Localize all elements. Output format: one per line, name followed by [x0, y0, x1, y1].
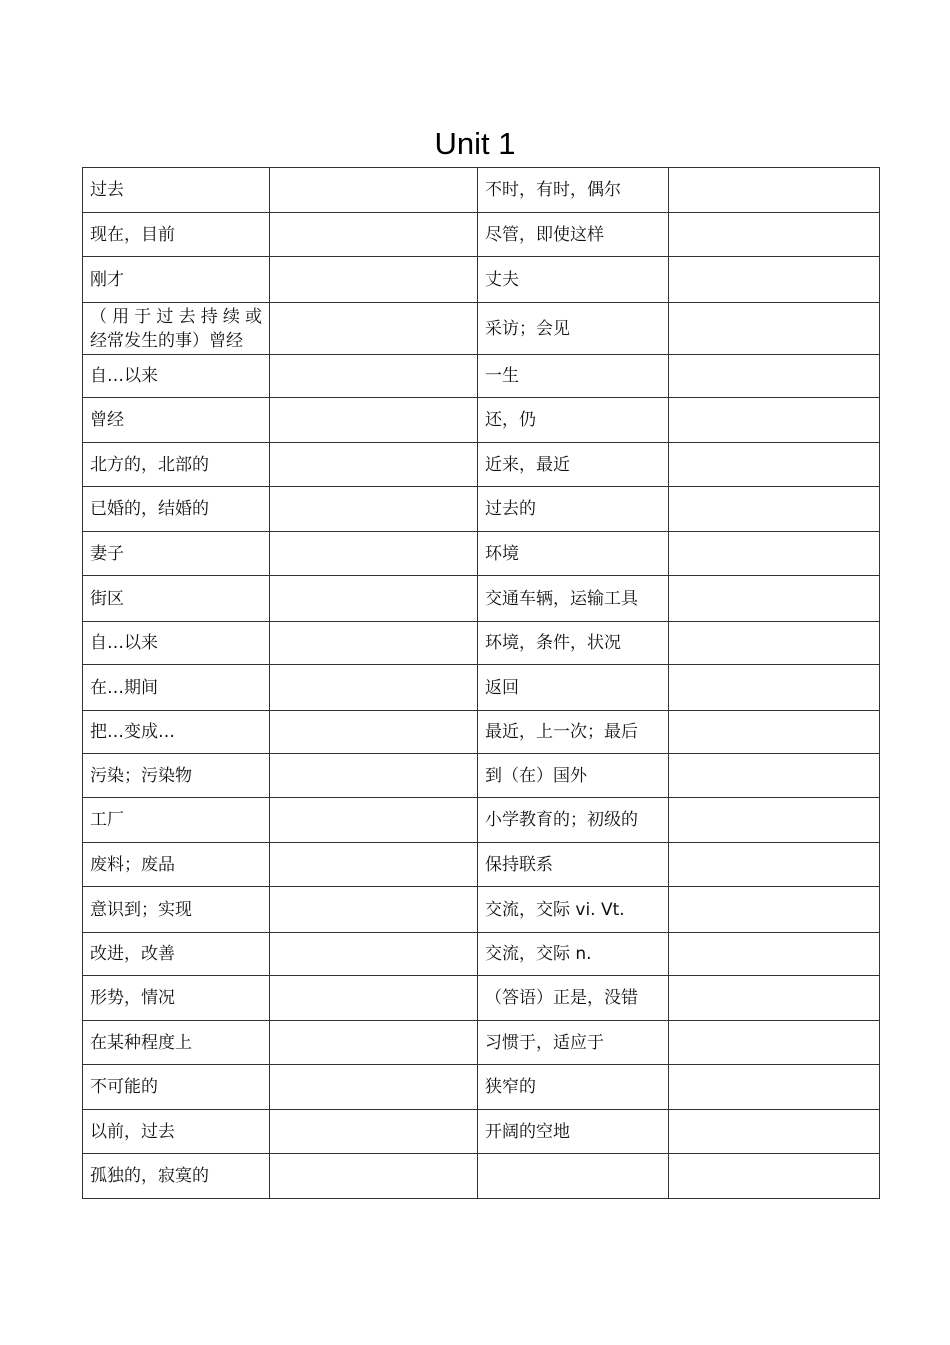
chinese-term-left: 不可能的 — [83, 1065, 270, 1110]
answer-cell-right — [669, 1110, 880, 1154]
chinese-term-left: 在…期间 — [83, 665, 270, 711]
answer-cell-left — [270, 798, 478, 843]
answer-cell-left — [270, 887, 478, 933]
table-row — [83, 257, 880, 303]
chinese-term-right: 保持联系 — [478, 843, 669, 887]
chinese-term-right: 近来，最近 — [478, 443, 669, 487]
chinese-term-left: 意识到；实现 — [83, 887, 270, 933]
table-row — [83, 398, 880, 443]
answer-cell-right — [669, 532, 880, 576]
chinese-term-left: 现在，目前 — [83, 213, 270, 257]
page-title: Unit 1 — [434, 126, 516, 161]
answer-cell-left — [270, 1154, 478, 1199]
answer-cell-left — [270, 843, 478, 887]
chinese-term-left: 工厂 — [83, 798, 270, 843]
answer-cell-left — [270, 443, 478, 487]
answer-cell-left — [270, 257, 478, 303]
answer-cell-left — [270, 576, 478, 622]
answer-cell-left — [270, 1110, 478, 1154]
table-row — [83, 168, 880, 213]
chinese-term-left: 自…以来 — [83, 355, 270, 398]
chinese-term-left: 把…变成… — [83, 711, 270, 754]
answer-cell-left — [270, 487, 478, 532]
table-row — [83, 576, 880, 622]
answer-cell-right — [669, 487, 880, 532]
answer-cell-left — [270, 303, 478, 355]
answer-cell-right — [669, 1065, 880, 1110]
answer-cell-left — [270, 355, 478, 398]
table-row — [83, 1110, 880, 1154]
answer-cell-left — [270, 213, 478, 257]
answer-cell-right — [669, 355, 880, 398]
table-row — [83, 665, 880, 711]
table-row — [83, 933, 880, 976]
answer-cell-left — [270, 1021, 478, 1065]
answer-cell-left — [270, 711, 478, 754]
chinese-term-right: 交通车辆，运输工具 — [478, 576, 669, 622]
answer-cell-right — [669, 1154, 880, 1199]
table-row — [83, 976, 880, 1021]
answer-cell-right — [669, 303, 880, 355]
table-row — [83, 1154, 880, 1199]
answer-cell-right — [669, 398, 880, 443]
chinese-term-right: 还，仍 — [478, 398, 669, 443]
chinese-term-right: 狭窄的 — [478, 1065, 669, 1110]
table-row — [83, 1065, 880, 1110]
chinese-term-left: 刚才 — [83, 257, 270, 303]
chinese-term-left: 以前，过去 — [83, 1110, 270, 1154]
chinese-term-right — [478, 1154, 669, 1199]
chinese-term-left: 在某种程度上 — [83, 1021, 270, 1065]
chinese-term-right: 丈夫 — [478, 257, 669, 303]
chinese-term-right: 交流，交际 n. — [478, 933, 669, 976]
answer-cell-left — [270, 933, 478, 976]
answer-cell-left — [270, 1065, 478, 1110]
answer-cell-left — [270, 976, 478, 1021]
chinese-term-left: 自…以来 — [83, 622, 270, 665]
chinese-term-right: 开阔的空地 — [478, 1110, 669, 1154]
chinese-term-right: （答语）正是，没错 — [478, 976, 669, 1021]
chinese-term-right: 尽管，即使这样 — [478, 213, 669, 257]
chinese-term-right: 不时，有时，偶尔 — [478, 168, 669, 213]
chinese-term-left: 街区 — [83, 576, 270, 622]
table-row — [83, 1021, 880, 1065]
chinese-term-right: 采访；会见 — [478, 303, 669, 355]
table-row — [83, 754, 880, 798]
table-row — [83, 843, 880, 887]
answer-cell-left — [270, 532, 478, 576]
table-row — [83, 532, 880, 576]
chinese-term-right: 过去的 — [478, 487, 669, 532]
answer-cell-right — [669, 168, 880, 213]
answer-cell-right — [669, 443, 880, 487]
table-row — [83, 303, 880, 355]
chinese-term-left — [83, 303, 270, 355]
answer-cell-left — [270, 398, 478, 443]
answer-cell-right — [669, 622, 880, 665]
answer-cell-right — [669, 843, 880, 887]
answer-cell-right — [669, 754, 880, 798]
chinese-term-left: 妻子 — [83, 532, 270, 576]
vocabulary-table — [82, 167, 880, 1199]
chinese-term-left: 形势，情况 — [83, 976, 270, 1021]
answer-cell-left — [270, 168, 478, 213]
chinese-term-left: 曾经 — [83, 398, 270, 443]
answer-cell-right — [669, 933, 880, 976]
chinese-term-left: 已婚的，结婚的 — [83, 487, 270, 532]
answer-cell-right — [669, 665, 880, 711]
answer-cell-right — [669, 576, 880, 622]
answer-cell-left — [270, 622, 478, 665]
chinese-term-left: 污染；污染物 — [83, 754, 270, 798]
answer-cell-left — [270, 665, 478, 711]
table-row — [83, 887, 880, 933]
chinese-term-right: 小学教育的；初级的 — [478, 798, 669, 843]
table-row — [83, 443, 880, 487]
answer-cell-right — [669, 213, 880, 257]
table-row — [83, 711, 880, 754]
chinese-term-right: 一生 — [478, 355, 669, 398]
chinese-term-left: 改进，改善 — [83, 933, 270, 976]
chinese-term-right: 最近，上一次；最后 — [478, 711, 669, 754]
table-row — [83, 213, 880, 257]
table-row — [83, 622, 880, 665]
chinese-term-left: 孤独的，寂寞的 — [83, 1154, 270, 1199]
chinese-term-right: 到（在）国外 — [478, 754, 669, 798]
chinese-term-right: 环境 — [478, 532, 669, 576]
chinese-term-left: 废料；废品 — [83, 843, 270, 887]
chinese-term-left: 过去 — [83, 168, 270, 213]
answer-cell-right — [669, 887, 880, 933]
chinese-term-right: 返回 — [478, 665, 669, 711]
answer-cell-right — [669, 711, 880, 754]
table-row — [83, 798, 880, 843]
answer-cell-right — [669, 1021, 880, 1065]
answer-cell-right — [669, 798, 880, 843]
chinese-term-right: 习惯于，适应于 — [478, 1021, 669, 1065]
term-line-1: （用于过去持续或 — [90, 306, 262, 327]
chinese-term-right: 环境，条件，状况 — [478, 622, 669, 665]
table-row — [83, 487, 880, 532]
table-row — [83, 355, 880, 398]
answer-cell-left — [270, 754, 478, 798]
answer-cell-right — [669, 976, 880, 1021]
chinese-term-right: 交流，交际 vi. Vt. — [478, 887, 669, 933]
chinese-term-left: 北方的，北部的 — [83, 443, 270, 487]
term-line-2: 经常发生的事）曾经 — [90, 330, 243, 351]
answer-cell-right — [669, 257, 880, 303]
